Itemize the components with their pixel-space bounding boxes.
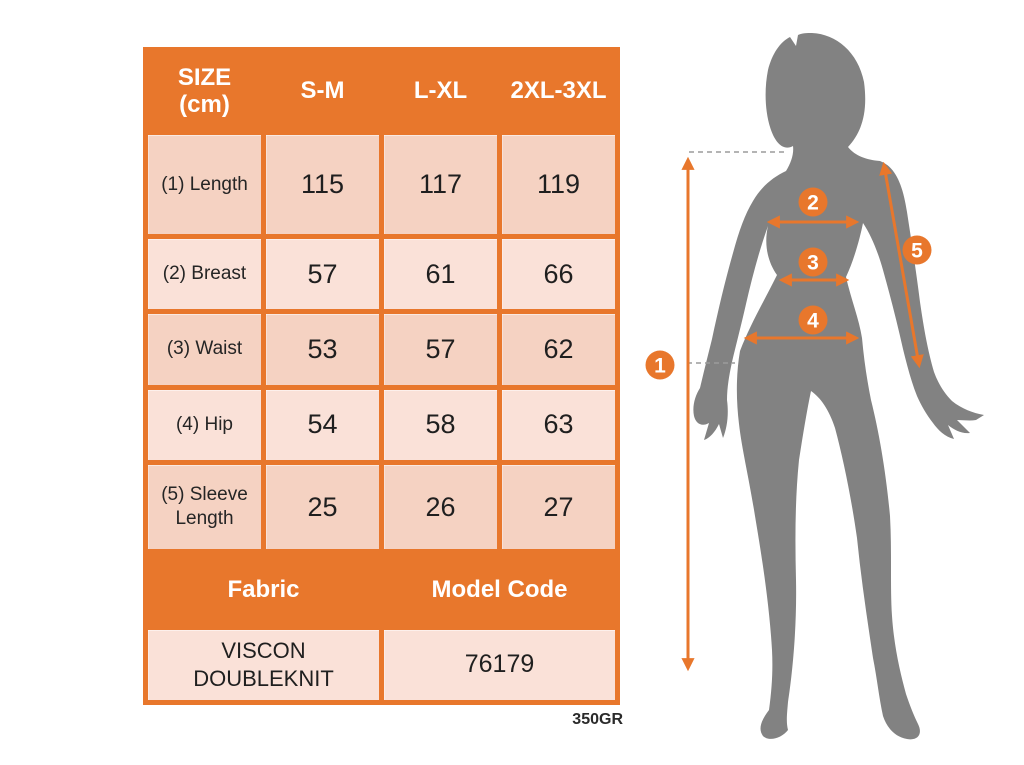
fabric-value-line2: DOUBLEKNIT (193, 665, 334, 691)
badge-3-number: 3 (807, 251, 819, 275)
fabric-header-cell: Fabric (148, 554, 379, 624)
measurement-badge-3 (799, 248, 828, 277)
length-value-2xl3xl: 119 (502, 135, 615, 233)
size-unit-header-cell (148, 52, 261, 130)
fabric-value-cell (148, 630, 379, 700)
row-label-hip: (4) Hip (148, 390, 261, 460)
table-row-length (148, 135, 615, 233)
size-column-header-sm: S-M (266, 52, 379, 130)
sleeve-value-sm: 25 (266, 465, 379, 549)
badge-5-number: 5 (911, 239, 923, 263)
hip-value-lxl: 58 (384, 390, 497, 460)
female-silhouette (693, 33, 984, 739)
sleeve-value-lxl: 26 (384, 465, 497, 549)
measurement-badge-2 (799, 188, 828, 217)
table-row-breast (148, 239, 615, 309)
table-footer-header-row (148, 554, 615, 624)
model-code-value-cell: 76179 (384, 630, 615, 700)
waist-value-sm: 53 (266, 314, 379, 384)
breast-value-lxl: 61 (384, 239, 497, 309)
measurement-figure (640, 20, 1020, 765)
table-row-hip (148, 390, 615, 460)
badge-1-number: 1 (654, 354, 666, 378)
table-header-row (148, 52, 615, 130)
size-unit-line2: (cm) (179, 91, 230, 119)
row-label-waist: (3) Waist (148, 314, 261, 384)
size-column-header-2xl3xl: 2XL-3XL (502, 52, 615, 130)
row-label-sleeve-length: (5) Sleeve Length (148, 465, 261, 549)
measurement-badge-4 (799, 306, 828, 335)
length-value-sm: 115 (266, 135, 379, 233)
table-footer-value-row (148, 630, 615, 700)
weight-note: 350GR (572, 711, 623, 728)
length-value-lxl: 117 (384, 135, 497, 233)
waist-value-lxl: 57 (384, 314, 497, 384)
size-column-header-lxl: L-XL (384, 52, 497, 130)
breast-value-sm: 57 (266, 239, 379, 309)
badge-2-number: 2 (807, 191, 819, 215)
size-chart-table (143, 47, 620, 705)
fabric-value-line1: VISCON (221, 638, 306, 664)
breast-value-2xl3xl: 66 (502, 239, 615, 309)
sleeve-value-2xl3xl: 27 (502, 465, 615, 549)
hip-value-2xl3xl: 63 (502, 390, 615, 460)
table-row-waist (148, 314, 615, 384)
hip-value-sm: 54 (266, 390, 379, 460)
measurement-badge-5 (903, 236, 932, 265)
waist-value-2xl3xl: 62 (502, 314, 615, 384)
table-row-sleeve-length (148, 465, 615, 549)
size-unit-line1: SIZE (177, 63, 232, 91)
row-label-breast: (2) Breast (148, 239, 261, 309)
model-code-header-cell: Model Code (384, 554, 615, 624)
row-label-length: (1) Length (148, 135, 261, 233)
badge-4-number: 4 (807, 309, 819, 333)
measurement-badge-1 (646, 351, 675, 380)
